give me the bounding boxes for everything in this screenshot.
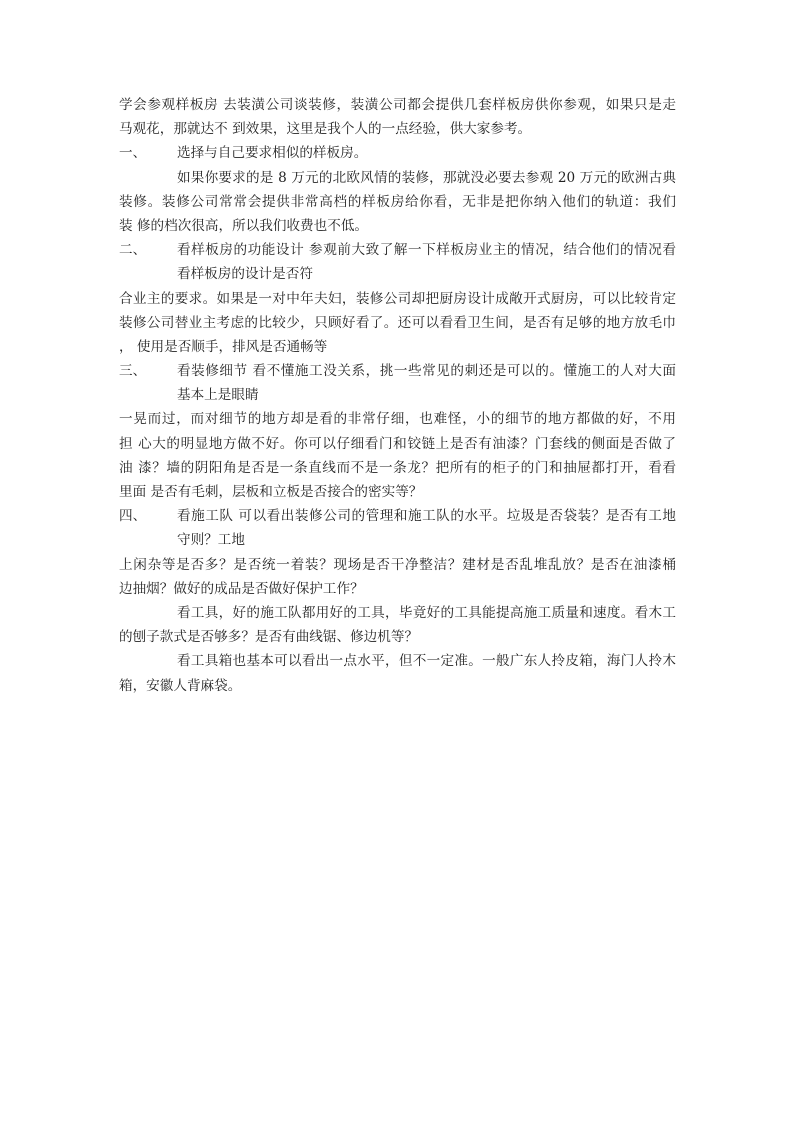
section-heading-3 — [119, 359, 676, 383]
paragraph-line: 基本上是眼睛 — [177, 387, 259, 404]
paragraph-line: 里面 是否有毛刺，层板和立板是否接合的密实等？ — [119, 484, 423, 500]
paragraph-line: 油 漆？墙的阴阳角是否是一条直线而不是一条龙？把所有的柜子的门和抽屉都打开，看看 — [119, 459, 676, 476]
paragraph-line: 看样板房的设计是否符 — [177, 266, 313, 283]
paragraph-line: 箱，安徽人背麻袋。 — [119, 677, 242, 694]
section-number: 三、 — [119, 363, 147, 380]
paragraph-line: 装修公司替业主考虑的比较少，只顾好看了。还可以看看卫生间，是否有足够的地方放毛巾 — [119, 314, 676, 331]
paragraph-line: 看工具箱也基本可以看出一点水平，但不一定准。一般广东人拎皮箱，海门人拎木 — [177, 653, 676, 670]
paragraph-line: 如果你要求的是 8 万元的北欧风情的装修，那就没必要去参观 20 万元的欧洲古典 — [177, 169, 676, 186]
section-title: 选择与自己要求相似的样板房。 — [177, 145, 368, 162]
paragraph-line: ， 使用是否顺手，排风是否通畅等 — [119, 338, 328, 355]
paragraph-line: 上闲杂等是否多？是否统一着装？现场是否干净整洁？建材是否乱堆乱放？是否在油漆桶 — [119, 556, 676, 573]
section-title: 看装修细节 看不懂施工没关系，挑一些常见的刺还是可以的。懂施工的人对大面 — [177, 363, 676, 380]
section-heading-4 — [119, 504, 676, 528]
section-heading-2 — [119, 238, 676, 262]
section-number: 四、 — [119, 508, 147, 525]
section-heading-1 — [119, 141, 676, 165]
paragraph-line: 担 心大的明显地方做不好。你可以仔细看门和铰链上是否有油漆？门套线的侧面是否做了 — [119, 435, 676, 452]
paragraph-line: 的刨子款式是否够多？是否有曲线锯、修边机等？ — [119, 629, 419, 646]
paragraph-line: 装修。装修公司常常会提供非常高档的样板房给你看，无非是把你纳入他们的轨道：我们 — [119, 193, 676, 210]
document-body — [119, 93, 676, 698]
paragraph-line: 合业主的要求。如果是一对中年夫妇，装修公司却把厨房设计成敞开式厨房，可以比较肯定 — [119, 290, 676, 307]
section-number: 一、 — [119, 145, 147, 162]
paragraph-line: 装 修的档次很高，所以我们收费也不低。 — [119, 217, 369, 234]
paragraph-line: 看工具，好的施工队都用好的工具，毕竟好的工具能提高施工质量和速度。看木工 — [177, 604, 676, 621]
section-title: 看施工队 可以看出装修公司的管理和施工队的水平。垃圾是否袋装？是否有工地 — [177, 508, 676, 525]
section-number: 二、 — [119, 242, 147, 259]
paragraph-line: 学会参观样板房 去装潢公司谈装修，装潢公司都会提供几套样板房供你参观，如果只是走 — [119, 97, 676, 113]
paragraph-line: 边抽烟？做好的成品是否做好保护工作？ — [119, 580, 364, 597]
paragraph-line: 守则？工地 — [177, 532, 245, 549]
section-title: 看样板房的功能设计 参观前大致了解一下样板房业主的情况，结合他们的情况看 — [177, 242, 676, 259]
paragraph-line: 一晃而过，而对细节的地方却是看的非常仔细，也难怪，小的细节的地方都做的好，不用 — [119, 411, 676, 428]
paragraph-line: 马观花，那就达不 到效果，这里是我个人的一点经验，供大家参考。 — [119, 121, 532, 138]
